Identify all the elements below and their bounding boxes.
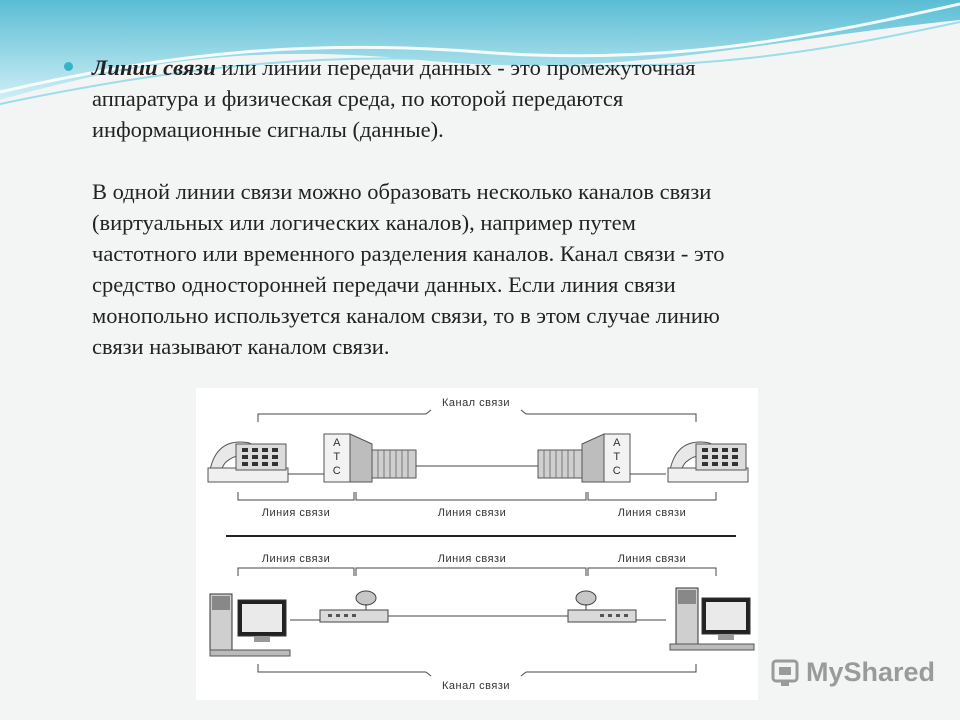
myshared-logo-icon bbox=[770, 658, 800, 688]
text-line: или линии передачи данных - это промежуточная bbox=[215, 55, 696, 80]
text-line: аппаратура и физическая среда, по которой передаются bbox=[92, 86, 624, 111]
atc-letter: С bbox=[332, 465, 342, 477]
channel-label-top: Канал связи bbox=[441, 397, 511, 409]
modem-icon bbox=[568, 591, 636, 622]
term-bold: Линии связи bbox=[92, 55, 216, 80]
text-line: связи называют каналом связи. bbox=[92, 334, 390, 359]
text-line: средство односторонней передачи данных. Если линия связи bbox=[92, 272, 676, 297]
text-line: (виртуальных или логических каналов), например путем bbox=[92, 210, 636, 235]
computer-icon bbox=[670, 588, 754, 650]
paragraph-definition bbox=[92, 52, 922, 145]
line-label: Линия связи bbox=[437, 507, 507, 519]
text-line: В одной линии связи можно образовать несколько каналов связи bbox=[92, 179, 712, 204]
atc-letter: Т bbox=[613, 451, 621, 463]
diagram-svg bbox=[196, 388, 758, 700]
line-label: Линия связи bbox=[437, 553, 507, 565]
text-line: монопольно используется каналом связи, то в этом случае линию bbox=[92, 303, 720, 328]
atc-letter: С bbox=[612, 465, 622, 477]
atc-letter: А bbox=[333, 437, 341, 449]
top-channel-brace bbox=[258, 410, 696, 422]
text-line: частотного или временного разделения каналов. Канал связи - это bbox=[92, 241, 725, 266]
atc-exchange-icon bbox=[324, 434, 416, 482]
telephone-icon bbox=[208, 442, 288, 482]
line-label: Линия связи bbox=[261, 507, 331, 519]
atc-letter: Т bbox=[333, 451, 341, 463]
modem-icon bbox=[320, 591, 388, 622]
bullet-icon bbox=[64, 62, 73, 71]
line-label: Линия связи bbox=[261, 553, 331, 565]
body-text bbox=[92, 52, 922, 362]
text-line: информационные сигналы (данные). bbox=[92, 117, 444, 142]
paragraph-channels bbox=[92, 176, 922, 362]
telephone-icon bbox=[668, 442, 748, 482]
bottom-channel-brace bbox=[258, 664, 696, 676]
line-label: Линия связи bbox=[617, 553, 687, 565]
top-line-braces bbox=[238, 492, 716, 500]
watermark-text: MyShared bbox=[806, 657, 936, 687]
atc-letter: А bbox=[613, 437, 621, 449]
bottom-line-braces bbox=[238, 568, 716, 576]
channel-label-bottom: Канал связи bbox=[441, 680, 511, 692]
communication-diagram bbox=[196, 388, 758, 700]
line-label: Линия связи bbox=[617, 507, 687, 519]
computer-icon bbox=[210, 594, 290, 656]
atc-exchange-icon bbox=[538, 434, 630, 482]
watermark bbox=[770, 657, 935, 688]
